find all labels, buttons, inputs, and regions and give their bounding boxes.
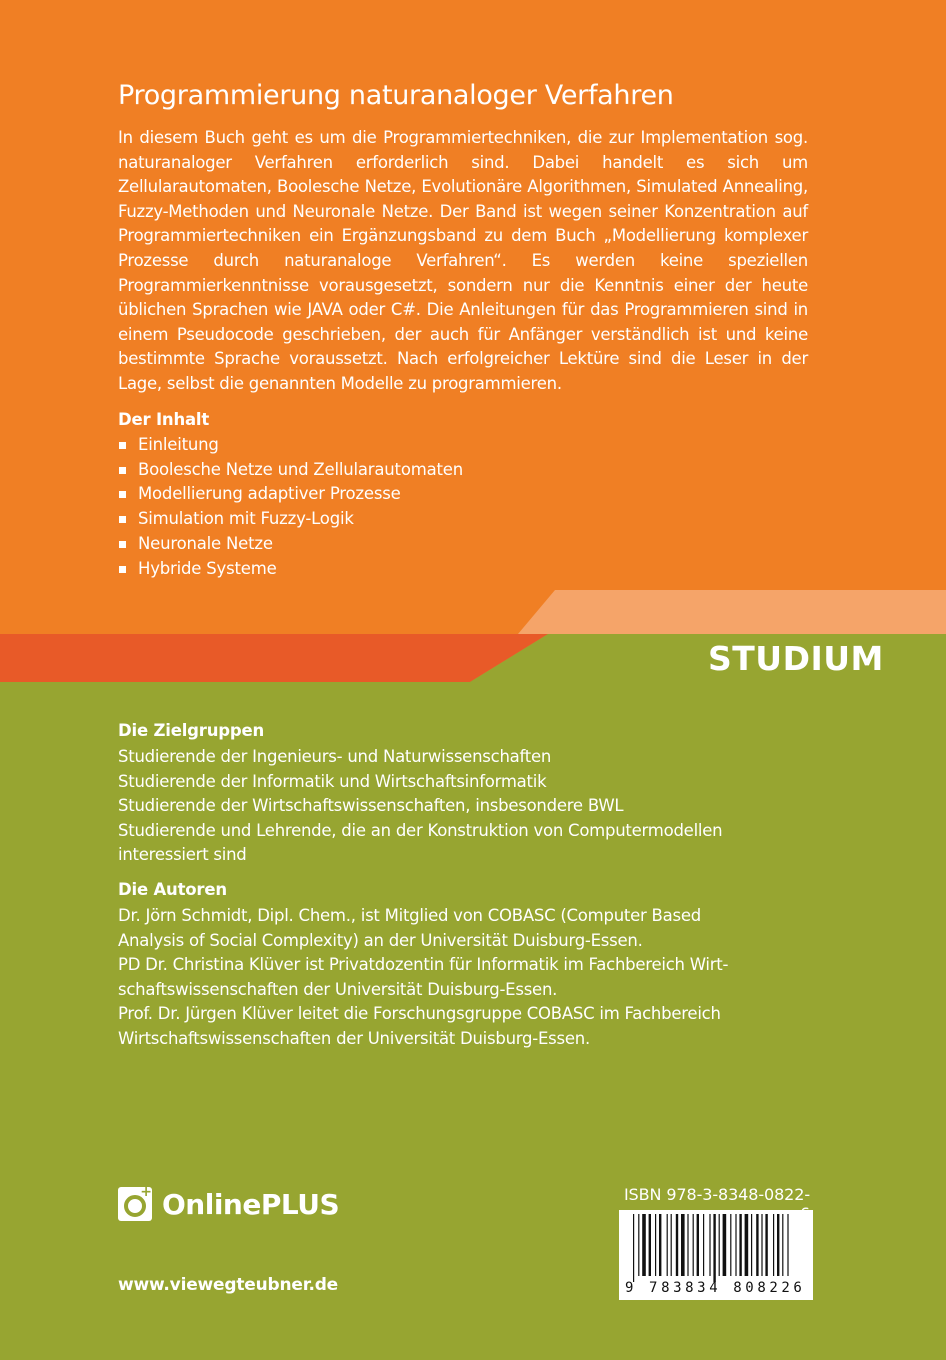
target-group-line: Studierende und Lehrende, die an der Konstruktion von Computermodellen bbox=[118, 820, 723, 840]
list-item: Boolesche Netze und Zellularautomaten bbox=[118, 458, 463, 483]
contents-list bbox=[118, 433, 463, 581]
target-groups-heading: Die Zielgruppen bbox=[118, 721, 265, 740]
band-red-stripe bbox=[0, 634, 548, 682]
author-line: Wirtschaftswissenschaften der Universität Duisburg-Essen. bbox=[118, 1028, 590, 1048]
contents-heading: Der Inhalt bbox=[118, 410, 210, 429]
author-line: Prof. Dr. Jürgen Klüver leitet die Forschungsgruppe COBASC im Fachbereich bbox=[118, 1004, 721, 1024]
list-item: Neuronale Netze bbox=[118, 532, 463, 557]
series-label: STUDIUM bbox=[708, 639, 884, 678]
website-link[interactable]: www.viewegteubner.de bbox=[118, 1275, 339, 1295]
authors-text bbox=[118, 904, 808, 1052]
author-line: schaftswissenschaften der Universität Duisburg-Essen. bbox=[118, 979, 558, 999]
target-group-line: Studierende der Ingenieurs- und Naturwissenschaften bbox=[118, 747, 552, 766]
target-group-line: interessiert sind bbox=[118, 845, 247, 865]
band-light-stripe bbox=[518, 590, 946, 634]
intro-paragraph: In diesem Buch geht es um die Programmiertechniken, die zur Implementation sog. naturanaloger Verfahren erforderlich sind. Dabei handelt es sich um Zellularautomaten, Boolesche Netze, Evolutionäre Algorithmen, Simulated Annealing, Fuzzy-Methoden und Neuronale Netze. Der Band ist wegen seiner Konzentration auf Programmiertechniken ein Ergänzungsband zu dem Buch „Modellierung komplexer Prozesse durch naturanaloge Verfahren“. Es werden keine speziellen Programmierkenntnisse vorausgesetzt, sondern nur die Kenntnis einer der heute üblichen Sprachen wie JAVA oder C#. Die Anleitungen für das Programmieren sind in einem Pseudocode geschrieben, der auch für Anfänger verständlich ist und keine bestimmte Sprache voraussetzt. Nach erfolgreicher Lektüre sind die Leser in der Lage, selbst die genannten Modelle zu programmieren. bbox=[118, 128, 808, 393]
target-group-line: Studierende der Informatik und Wirtschaftsinformatik bbox=[118, 771, 547, 791]
author-line: Dr. Jörn Schmidt, Dipl. Chem., ist Mitglied von COBASC (Computer Based bbox=[118, 906, 701, 925]
author-line: PD Dr. Christina Klüver ist Privatdozentin für Informatik im Fachbereich Wirt- bbox=[118, 955, 729, 975]
barcode-digits: 9 783834 808226 bbox=[625, 1280, 806, 1296]
isbn-number: ISBN 978-3-8348-0822- bbox=[623, 1185, 810, 1204]
book-title: Programmierung naturanaloger Verfahren bbox=[118, 80, 674, 111]
list-item: Modellierung adaptiver Prozesse bbox=[118, 482, 463, 507]
list-item: Einleitung bbox=[118, 433, 463, 458]
list-item: Simulation mit Fuzzy-Logik bbox=[118, 507, 463, 532]
author-line: Analysis of Social Complexity) an der Universität Duisburg-Essen. bbox=[118, 930, 643, 950]
list-item: Hybride Systeme bbox=[118, 557, 463, 582]
barcode-bars bbox=[619, 1210, 813, 1282]
onlineplus-label: OnlinePLUS bbox=[162, 1187, 340, 1221]
onlineplus-logo bbox=[118, 1186, 339, 1222]
target-group-line: Studierende der Wirtschaftswissenschaften, insbesondere BWL bbox=[118, 796, 624, 816]
onlineplus-icon: + bbox=[118, 1187, 152, 1221]
authors-heading: Die Autoren bbox=[118, 880, 227, 899]
target-groups-list bbox=[118, 745, 808, 868]
